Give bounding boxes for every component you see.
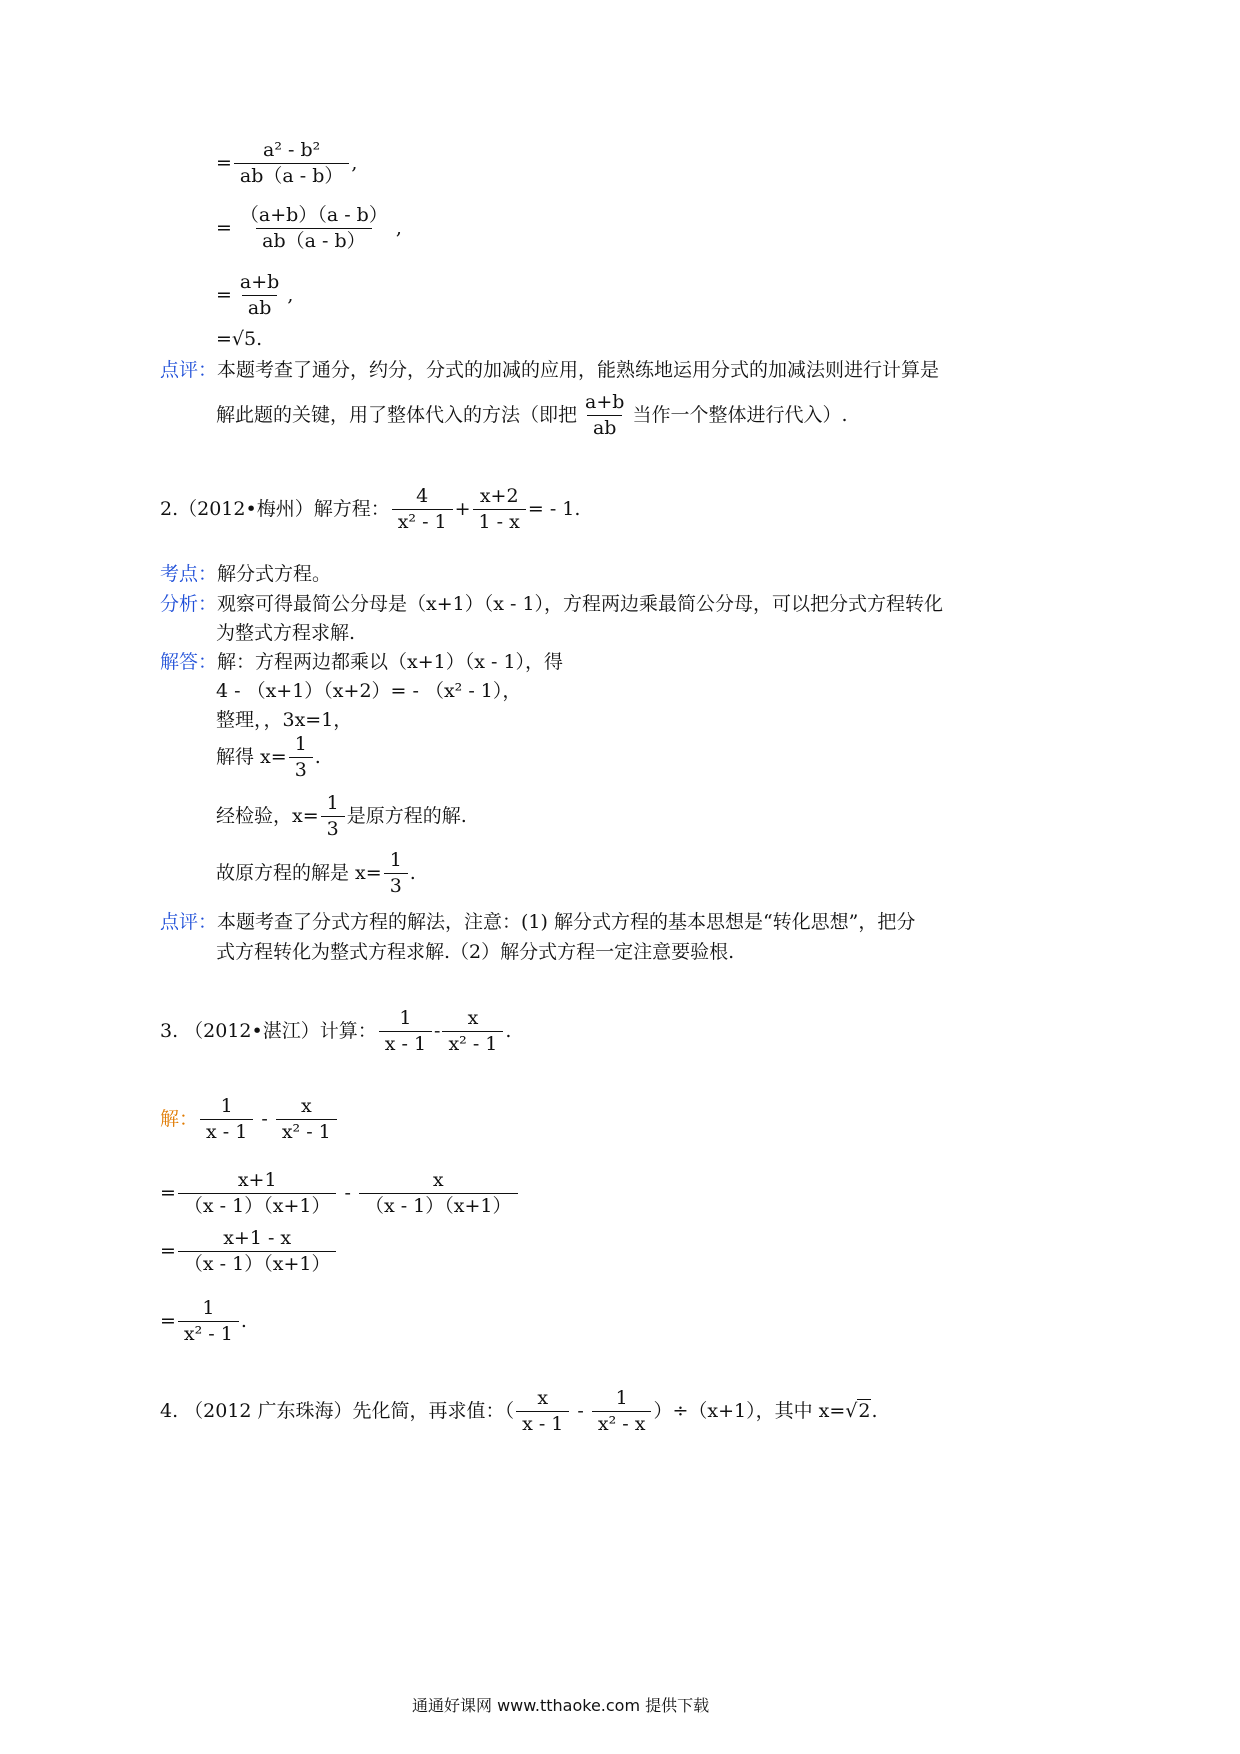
q2-dianping-line1: 点评：本题考查了分式方程的解法，注意：(1) 解分式方程的基本思想是“转化思想”，把分 xyxy=(160,911,916,933)
q3-solution-step4: = $\frac{1}{\text{x² - 1}}$ . xyxy=(160,1297,247,1345)
q2-jieda-line6: 故原方程的解是 x= $\frac{1}{3}$ . xyxy=(216,849,416,897)
q2-dianping-line2: 式方程转化为整式方程求解.（2）解分式方程一定注意要验根. xyxy=(216,941,735,963)
block1-step3: = $\frac{a+b}{ab}$ , xyxy=(216,271,294,319)
sqrt-symbol: √2 xyxy=(845,1399,871,1422)
q4-statement: 4. （2012 广东珠海）先化简，再求值：（ $\frac{x}{x - 1}$ - $\frac{1}{\text{x² - x}}$ ）÷（x+1），其中 x=√2. xyxy=(160,1387,878,1435)
q2-jieda-line4: 解得 x= $\frac{1}{3}$ . xyxy=(216,733,321,781)
q2-jieda-line2: 4 - （x+1）（x+2）= - （x² - 1）， xyxy=(216,680,522,702)
block1-step4: =√5. xyxy=(216,328,263,350)
q2-statement: 2.（2012•梅州）解方程： $\frac{4}{\text{x² - 1}}$ + $\frac{x+2}{1 - x}$ = - 1. xyxy=(160,485,581,533)
q2-jieda-line3: 整理，，3x=1， xyxy=(216,709,353,731)
block1-comment-line1: 点评：本题考查了通分，约分，分式的加减的应用，能熟练地运用分式的加减法则进行计算是 xyxy=(160,359,940,381)
block1-step1: = $\frac{\text{a² - b²}}{ab(a - b)}$ , xyxy=(216,139,358,187)
q3-solution-step1: 解： $\frac{1}{x - 1}$ - $\frac{x}{\text{x² - 1}}$ xyxy=(160,1096,339,1144)
q3-solution-step3: = $\frac{x+1 - x}{(x - 1)(x+1)}$ xyxy=(160,1228,338,1276)
comment-label: 点评： xyxy=(160,359,218,381)
block1-step2: = $\frac{(a+b)(a - b)}{ab(a - b)}$ , xyxy=(216,204,402,252)
q2-fenxi-line2: 为整式方程求解. xyxy=(216,622,356,644)
q2-fenxi-line1: 分析：观察可得最简公分母是（x+1）（x - 1），方程两边乘最简公分母，可以把分式方程转化 xyxy=(160,593,944,615)
q3-solution-step2: = $\frac{x+1}{(x - 1)(x+1)}$ - $\frac{x}{(x - 1)(x+1)}$ xyxy=(160,1170,520,1218)
q2-jieda-line5: 经检验，x= $\frac{1}{3}$ 是原方程的解. xyxy=(216,792,467,840)
page-footer: 通通好课网 www.tthaoke.com 提供下载 xyxy=(412,1696,710,1715)
q3-statement: 3. （2012•湛江）计算： $\frac{1}{x - 1}$ - $\frac{x}{\text{x² - 1}}$ . xyxy=(160,1007,512,1055)
q2-jieda-line1: 解答：解：方程两边都乘以（x+1）（x - 1），得 xyxy=(160,651,564,673)
block1-comment-line2: 解此题的关键，用了整体代入的方法（即把 $\frac{a+b}{ab}$ 当作一个整体进行代入）. xyxy=(216,391,848,439)
q2-kaodian: 考点：解分式方程。 xyxy=(160,563,332,585)
